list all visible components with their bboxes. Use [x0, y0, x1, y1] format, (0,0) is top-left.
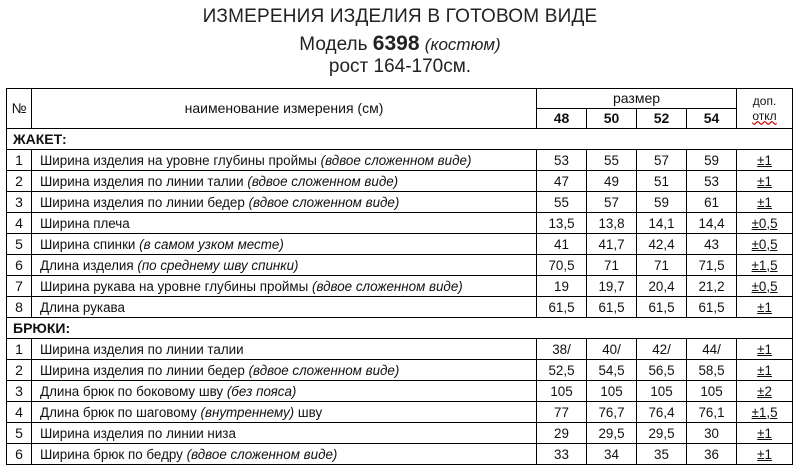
size-value: 59: [687, 150, 737, 171]
measurement-name: [32, 255, 537, 276]
section-row: [7, 318, 793, 339]
table-row: [7, 402, 793, 423]
tolerance-value: ±0,5: [751, 215, 778, 231]
table-row: [7, 444, 793, 465]
measurement-label: Ширина изделия по линии бедер: [40, 362, 245, 378]
col-size-header: размер: [537, 89, 737, 109]
tolerance-value: ±1,5: [751, 404, 778, 420]
measurement-name: [32, 276, 537, 297]
table-row: [7, 423, 793, 444]
measurement-note: (вдвое сложенном виде): [186, 446, 338, 462]
measurement-label: Ширина изделия по линии талии: [40, 341, 244, 357]
measurement-label: Ширина спинки: [40, 236, 136, 252]
table-row: [7, 213, 793, 234]
measurement-note: (вдвое сложенном виде): [320, 152, 472, 168]
row-number: 2: [7, 360, 32, 381]
size-value: 55: [537, 192, 587, 213]
measurement-note: (внутреннему): [200, 404, 295, 420]
size-value: 36: [687, 444, 737, 465]
size-value: 76,4: [637, 402, 687, 423]
size-value: 29,5: [587, 423, 637, 444]
tolerance-cell: [737, 444, 793, 465]
size-value: 57: [637, 150, 687, 171]
table-row: [7, 150, 793, 171]
size-value: 19: [537, 276, 587, 297]
table-row: [7, 381, 793, 402]
model-number: 6398: [372, 32, 420, 55]
row-number: 3: [7, 381, 32, 402]
header-row: [7, 89, 793, 109]
size-value: 71: [587, 255, 637, 276]
size-value: 30: [687, 423, 737, 444]
size-value: 61,5: [637, 297, 687, 318]
size-value: 71: [637, 255, 687, 276]
size-value: 29,5: [637, 423, 687, 444]
tolerance-value: ±1: [757, 152, 772, 168]
size-value: 20,4: [637, 276, 687, 297]
model-label: Модель: [299, 34, 368, 55]
tolerance-value: ±1: [757, 362, 772, 378]
measurement-note: (вдвое сложенном виде): [248, 194, 400, 210]
size-value: 52,5: [537, 360, 587, 381]
size-value: 14,4: [687, 213, 737, 234]
measurement-name: [32, 297, 537, 318]
size-value: 61,5: [687, 297, 737, 318]
table-row: [7, 234, 793, 255]
size-value: 53: [687, 171, 737, 192]
measurement-note: (вдвое сложенном виде): [247, 173, 399, 189]
measurement-label: Длина брюк по шаговому: [40, 404, 197, 420]
size-value: 47: [537, 171, 587, 192]
size-value: 59: [637, 192, 687, 213]
measurement-label: Ширина плеча: [40, 215, 130, 231]
table-row: [7, 276, 793, 297]
section-row: [7, 129, 793, 150]
size-value: 34: [587, 444, 637, 465]
measurement-label: Длина изделия: [40, 257, 134, 273]
measurement-label: Ширина изделия по линии бедер: [40, 194, 245, 210]
table-row: [7, 171, 793, 192]
size-value: 42,4: [637, 234, 687, 255]
row-number: 6: [7, 444, 32, 465]
tolerance-cell: [737, 255, 793, 276]
measurement-note: (вдвое сложенном виде): [248, 362, 400, 378]
size-value: 41,7: [587, 234, 637, 255]
size-value: 33: [537, 444, 587, 465]
page-title: ИЗМЕРЕНИЯ ИЗДЕЛИЯ В ГОТОВОМ ВИДЕ: [202, 6, 598, 27]
measurement-name: [32, 423, 537, 444]
size-value: 70,5: [537, 255, 587, 276]
measurements-table: [6, 88, 793, 465]
tolerance-cell: [737, 381, 793, 402]
tolerance-value: ±1: [757, 425, 772, 441]
tolerance-value: ±0,5: [751, 236, 778, 252]
row-number: 5: [7, 234, 32, 255]
row-number: 3: [7, 192, 32, 213]
size-value: 54,5: [587, 360, 637, 381]
size-value: 53: [537, 150, 587, 171]
tolerance-value: ±2: [757, 383, 772, 399]
size-value: 42/: [637, 339, 687, 360]
measurement-suffix: шву: [297, 404, 323, 420]
measurement-name: [32, 234, 537, 255]
measurement-label: Длина рукава: [40, 299, 125, 315]
size-value: 13,5: [537, 213, 587, 234]
row-number: 6: [7, 255, 32, 276]
size-value: 19,7: [587, 276, 637, 297]
measurement-name: [32, 444, 537, 465]
size-value: 43: [687, 234, 737, 255]
measurement-name: [32, 150, 537, 171]
size-value: 38/: [537, 339, 587, 360]
size-value: 13,8: [587, 213, 637, 234]
col-tolerance-header: [737, 89, 793, 129]
section-title: ЖАКЕТ:: [7, 129, 793, 150]
measurement-name: [32, 402, 537, 423]
tolerance-cell: [737, 171, 793, 192]
table-row: [7, 255, 793, 276]
tolerance-cell: [737, 339, 793, 360]
measurement-note: (вдвое сложенном виде): [311, 278, 463, 294]
size-value: 51: [637, 171, 687, 192]
measurement-note: (без пояса): [226, 383, 297, 399]
size-value: 41: [537, 234, 587, 255]
measurements-table-body: [7, 89, 793, 465]
size-header: 48: [537, 109, 587, 129]
tolerance-value: ±1: [757, 446, 772, 462]
size-value: 40/: [587, 339, 637, 360]
measurement-label: Ширина брюк по бедру: [40, 446, 183, 462]
tolerance-cell: [737, 402, 793, 423]
row-number: 1: [7, 150, 32, 171]
size-value: 61,5: [587, 297, 637, 318]
measurement-label: Ширина изделия на уровне глубины проймы: [40, 152, 317, 168]
tolerance-cell: [737, 360, 793, 381]
tolerance-header-line2: откл: [752, 108, 777, 123]
tolerance-value: ±1: [757, 341, 772, 357]
measurement-label: Ширина рукава на уровне глубины проймы: [40, 278, 309, 294]
measurement-name: [32, 381, 537, 402]
size-value: 44/: [687, 339, 737, 360]
measurement-name: [32, 213, 537, 234]
col-num-header: №: [7, 89, 32, 129]
size-value: 105: [687, 381, 737, 402]
size-value: 21,2: [687, 276, 737, 297]
size-value: 57: [587, 192, 637, 213]
tolerance-value: ±1: [757, 173, 772, 189]
size-value: 77: [537, 402, 587, 423]
size-value: 105: [537, 381, 587, 402]
height-range: рост 164-170см.: [328, 56, 472, 77]
size-value: 29: [537, 423, 587, 444]
model-note: (костюм): [424, 35, 501, 54]
measurement-label: Ширина изделия по линии низа: [40, 425, 236, 441]
measurement-name: [32, 171, 537, 192]
tolerance-value: ±1: [757, 194, 772, 210]
tolerance-cell: [737, 297, 793, 318]
size-value: 56,5: [637, 360, 687, 381]
size-header: 54: [687, 109, 737, 129]
measurement-name: [32, 360, 537, 381]
row-number: 2: [7, 171, 32, 192]
row-number: 1: [7, 339, 32, 360]
size-value: 76,1: [687, 402, 737, 423]
size-value: 35: [637, 444, 687, 465]
row-number: 4: [7, 213, 32, 234]
table-row: [7, 339, 793, 360]
row-number: 5: [7, 423, 32, 444]
tolerance-cell: [737, 192, 793, 213]
size-value: 58,5: [687, 360, 737, 381]
measurement-note: (по среднему шву спинки): [137, 257, 299, 273]
size-value: 71,5: [687, 255, 737, 276]
size-value: 61,5: [537, 297, 587, 318]
tolerance-cell: [737, 234, 793, 255]
size-value: 105: [587, 381, 637, 402]
size-header: 50: [587, 109, 637, 129]
table-row: [7, 297, 793, 318]
size-value: 61: [687, 192, 737, 213]
col-name-header: наименование измерения (см): [32, 89, 537, 129]
table-row: [7, 192, 793, 213]
tolerance-value: ±1,5: [751, 257, 778, 273]
measurement-name: [32, 192, 537, 213]
size-value: 76,7: [587, 402, 637, 423]
tolerance-header-line1: доп.: [752, 93, 777, 108]
size-value: 14,1: [637, 213, 687, 234]
size-value: 105: [637, 381, 687, 402]
measurement-label: Длина брюк по боковому шву: [40, 383, 224, 399]
model-line: [0, 32, 800, 56]
size-header: 52: [637, 109, 687, 129]
tolerance-value: ±0,5: [751, 278, 778, 294]
tolerance-cell: [737, 150, 793, 171]
tolerance-cell: [737, 213, 793, 234]
row-number: 8: [7, 297, 32, 318]
size-value: 49: [587, 171, 637, 192]
table-row: [7, 360, 793, 381]
tolerance-value: ±1: [757, 299, 772, 315]
tolerance-cell: [737, 423, 793, 444]
row-number: 7: [7, 276, 32, 297]
measurement-note: (в самом узком месте): [139, 236, 284, 252]
measurement-label: Ширина изделия по линии талии: [40, 173, 244, 189]
row-number: 4: [7, 402, 32, 423]
tolerance-cell: [737, 276, 793, 297]
size-value: 55: [587, 150, 637, 171]
section-title: БРЮКИ:: [7, 318, 793, 339]
measurement-name: [32, 339, 537, 360]
